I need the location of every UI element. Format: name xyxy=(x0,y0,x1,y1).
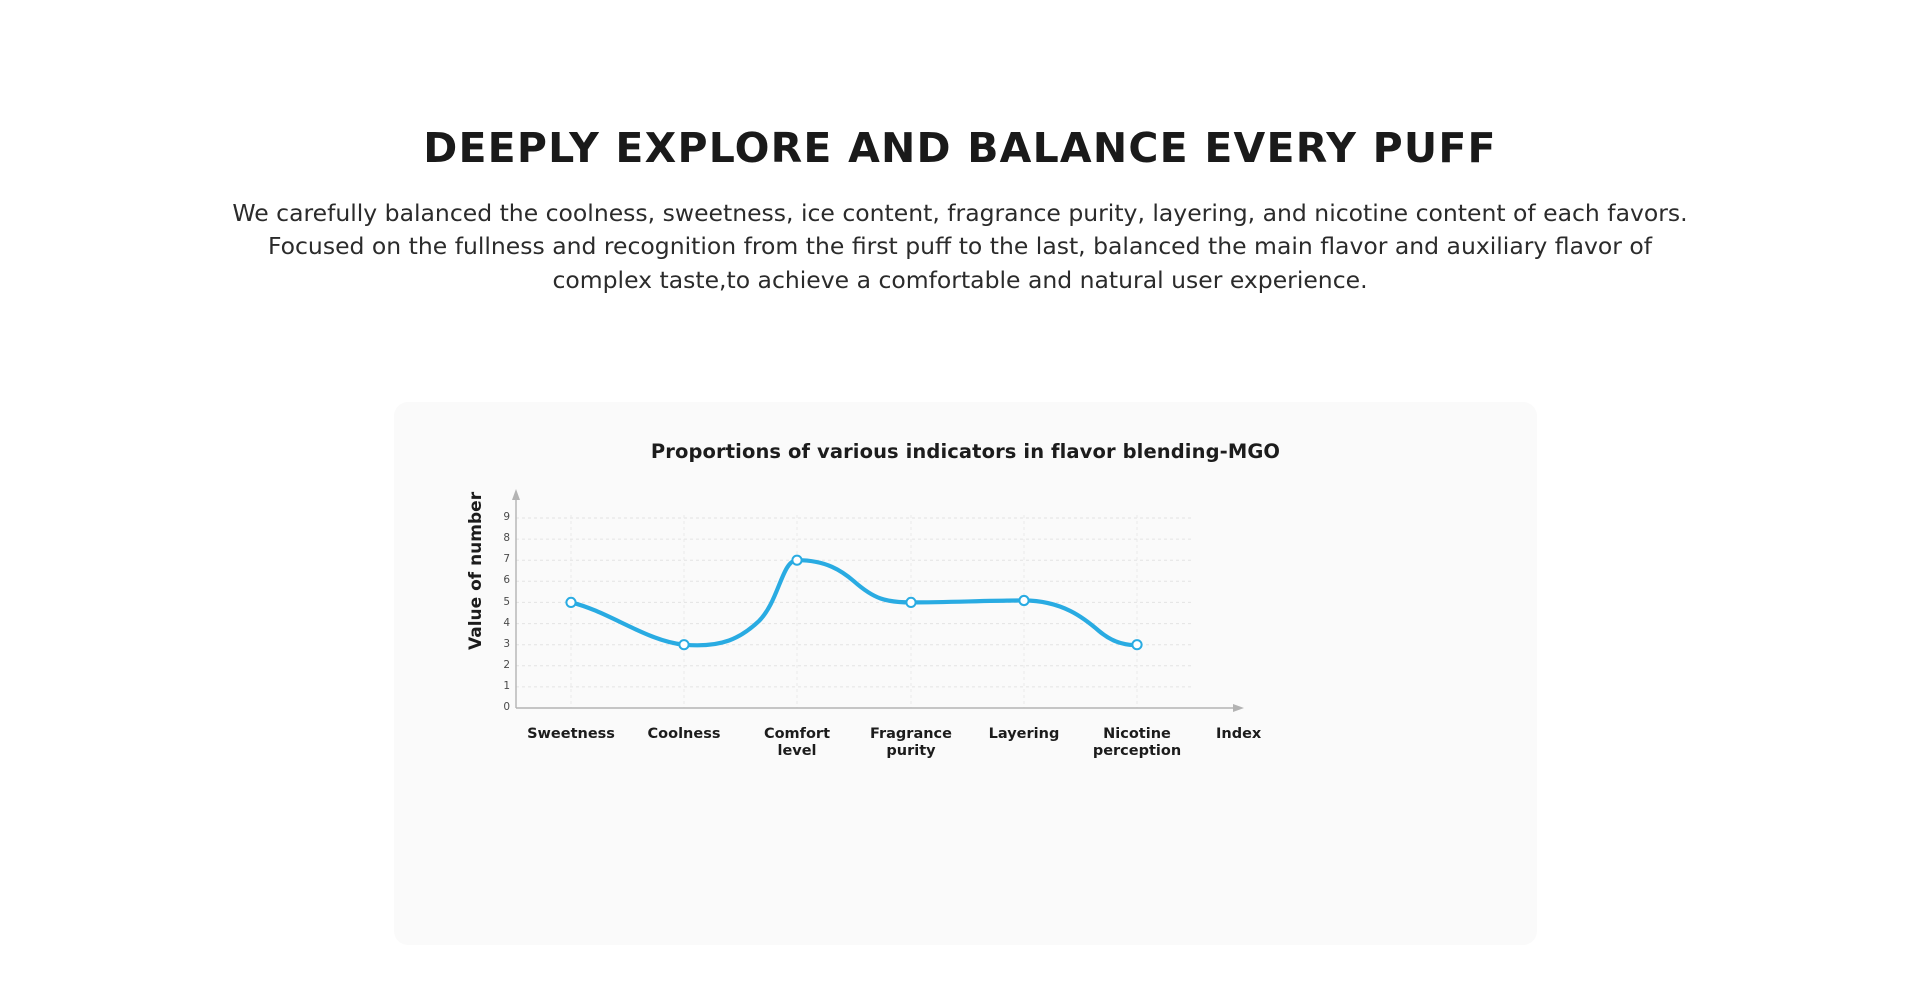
y-tick-2: 2 xyxy=(503,659,510,671)
chart-area xyxy=(394,463,1537,903)
y-tick-6: 6 xyxy=(503,574,510,586)
y-axis-label: Value of number xyxy=(466,491,486,650)
x-tick-nicotine-perception: Nicotine perception xyxy=(1092,726,1182,759)
x-tick-comfort-level: Comfort level xyxy=(763,726,831,759)
grid-horizontal xyxy=(516,518,1194,708)
page-description: We carefully balanced the coolness, sweetness, ice content, fragrance purity, layering, and nicotine content of each favors. Focused on the fullness and recognition from the first puff to the last, balanced the main flavor and auxiliary flavor of complex taste,to achieve a comfortable and natural user experience. xyxy=(232,199,1688,294)
line-chart-svg xyxy=(394,463,1537,903)
y-axis xyxy=(512,489,520,708)
y-tick-4: 4 xyxy=(503,617,510,629)
chart-card xyxy=(394,402,1537,945)
chart-title: Proportions of various indicators in flavor blending-MGO xyxy=(650,440,1281,463)
y-tick-9: 9 xyxy=(503,511,510,523)
y-tick-1: 1 xyxy=(503,680,510,692)
x-tick-fragrance-purity: Fragrance purity xyxy=(870,726,952,759)
y-tick-3: 3 xyxy=(503,638,510,650)
page-title: DEEPLY EXPLORE AND BALANCE EVERY PUFF xyxy=(423,124,1497,172)
x-tick-sweetness: Sweetness xyxy=(527,726,615,742)
grid-vertical xyxy=(571,515,1137,708)
y-tick-0: 0 xyxy=(503,701,510,713)
x-tick-coolness: Coolness xyxy=(647,726,721,742)
y-tick-5: 5 xyxy=(503,596,510,608)
y-tick-7: 7 xyxy=(503,553,510,565)
y-tick-8: 8 xyxy=(503,532,510,544)
x-axis-label: Index xyxy=(1216,726,1262,742)
x-axis xyxy=(516,704,1244,712)
x-tick-layering: Layering xyxy=(988,726,1060,742)
